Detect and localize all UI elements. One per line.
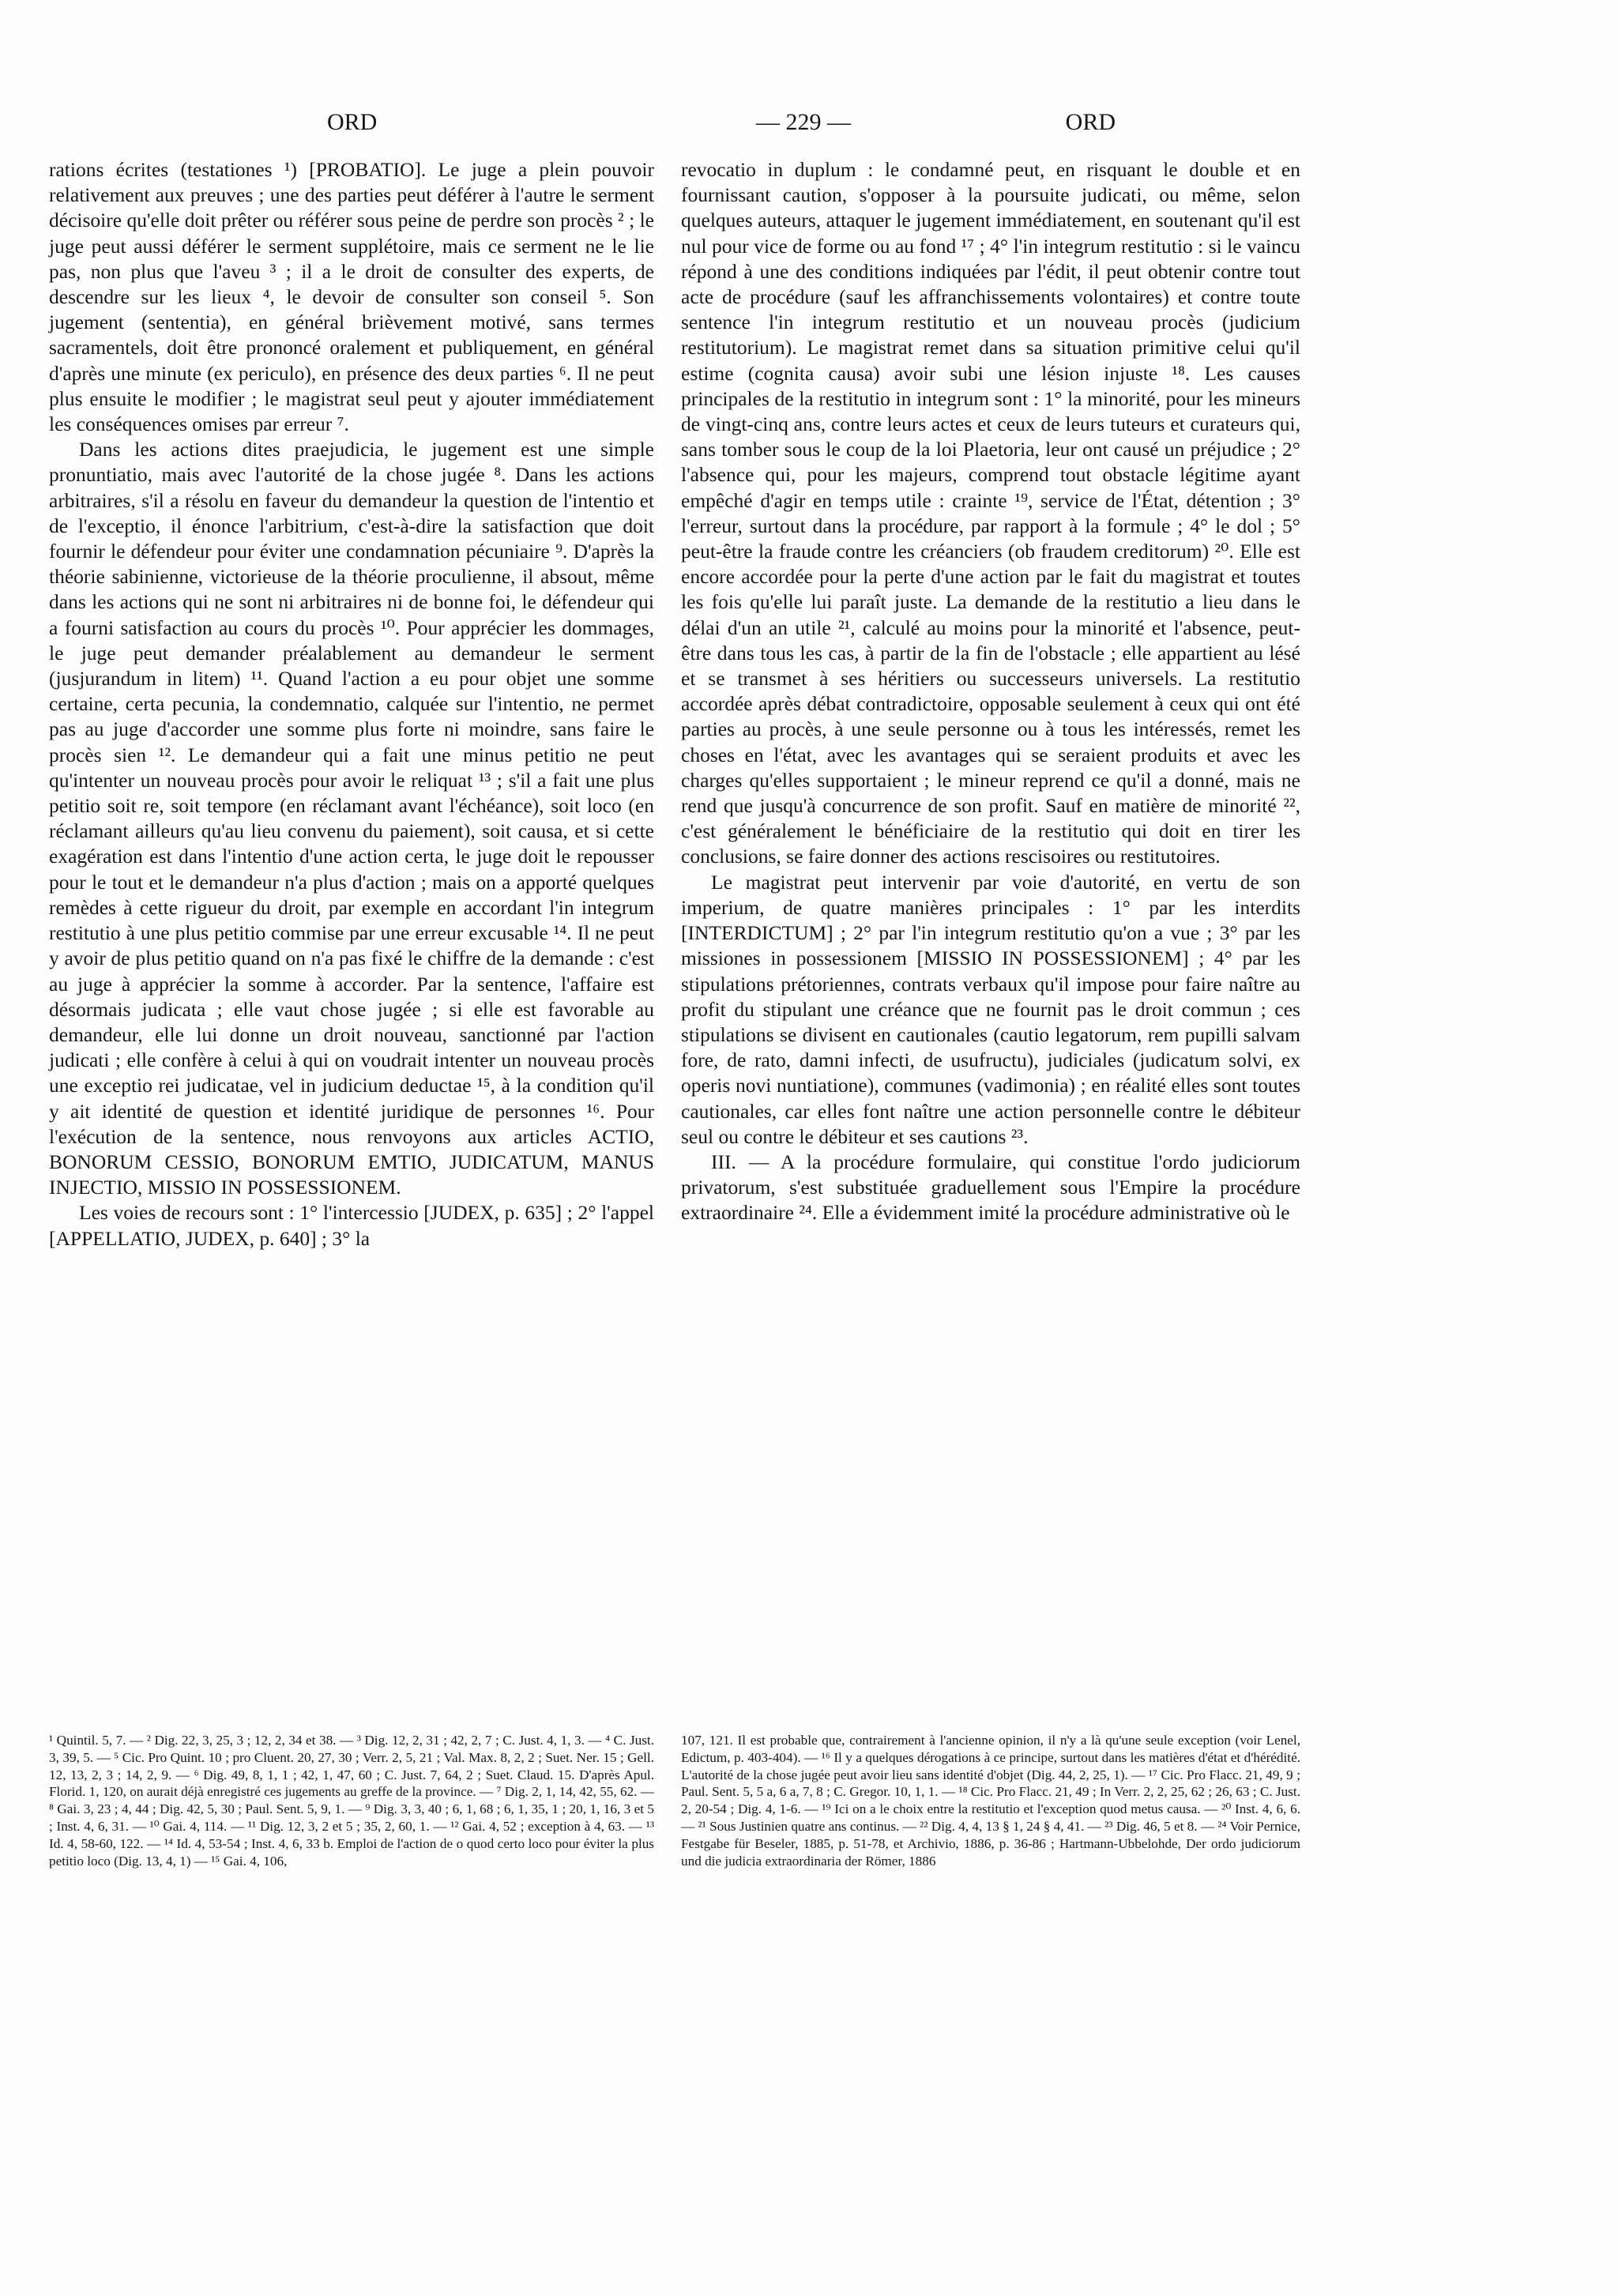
left-paragraph-3: Les voies de recours sont : 1° l'intercessio [JUDEX, p. 635] ; 2° l'appel [APPELLATIO, JUDEX, p. 640] ; 3° la (49, 1201, 654, 1250)
left-paragraph-1: rations écrites (testationes ¹) [PROBATIO]. Le juge a plein pouvoir relativement aux preuves ; une des parties peut déférer à l'autre le serment décisoire qu'elle doit prêter ou référer sous peine de perdre son procès ² ; le juge peut aussi déférer le serment supplétoire, mais ce serment ne le lie pas, non plus que l'aveu ³ ; il a le droit de consulter des experts, de descendre sur les lieux ⁴, le devoir de consulter son conseil ⁵. Son jugement (sententia), en général brièvement motivé, sans termes sacramentels, doit être prononcé oralement et publiquement, en général d'après une minute (ex periculo), en présence des deux parties ⁶. Il ne peut plus ensuite le modifier ; le magistrat seul peut y ajouter immédiatement les conséquences omises par erreur ⁷. (49, 158, 654, 436)
right-paragraph-3: III. — A la procédure formulaire, qui constitue l'ordo judiciorum privatorum, s'est substituée graduellement sous l'Empire la procédure extraordinaire ²⁴. Elle a évidemment imité la procédure administrative où le (681, 1150, 1300, 1225)
header-left-keyword: ORD (327, 109, 378, 135)
footnotes-right: 107, 121. Il est probable que, contrairement à l'ancienne opinion, il n'y a là qu'une seule exception (voir Lenel, Edictum, p. 403-404). — ¹⁶ Il y a quelques dérogations à ce principe, surtout dans les matières d'état et d'hérédité. L'autorité de la chose jugée peut avoir lieu sans identité d'objet (Dig. 44, 2, 25, 1). — ¹⁷ Cic. Pro Flacc. 21, 49, 9 ; Paul. Sent. 5, 5 a, 6 a, 7, 8 ; C. Gregor. 10, 1, 1. — ¹⁸ Cic. Pro Flacc. 21, 49 ; In Verr. 2, 2, 25, 62 ; 26, 63 ; C. Just. 2, 20-54 ; Dig. 4, 1-6. — ¹⁹ Ici on a le choix entre la restitutio et l'exception quod metus causa. — ²⁰ Inst. 4, 6, 6. — ²¹ Sous Justinien quatre ans continus. — ²² Dig. 4, 4, 13 § 1, 24 § 4, 41. — ²³ Dig. 46, 5 et 8. — ²⁴ Voir Pernice, Festgabe für Beseler, 1885, p. 51-78, et Archivio, 1886, p. 36-86 ; Hartmann-Ubbelohde, Der ordo judiciorum und die judicia extraordinaria der Römer, 1886 (681, 1733, 1300, 1869)
footnotes-left: ¹ Quintil. 5, 7. — ² Dig. 22, 3, 25, 3 ; 12, 2, 34 et 38. — ³ Dig. 12, 2, 31 ; 42, 2, 7 ; C. Just. 4, 1, 3. — ⁴ C. Just. 3, 39, 5. — ⁵ Cic. Pro Quint. 10 ; pro Cluent. 20, 27, 30 ; Verr. 2, 5, 21 ; Val. Max. 8, 2, 2 ; Suet. Ner. 15 ; Gell. 12, 13, 2, 3 ; 14, 2, 9. — ⁶ Dig. 49, 8, 1, 1 ; 42, 1, 47, 60 ; C. Just. 7, 64, 2 ; Suet. Claud. 15. D'après Apul. Florid. 1, 120, on aurait déjà enregistré ces jugements au greffe de la province. — ⁷ Dig. 2, 1, 14, 42, 55, 62. — ⁸ Gai. 3, 23 ; 4, 44 ; Dig. 42, 5, 30 ; Paul. Sent. 5, 9, 1. — ⁹ Dig. 3, 3, 40 ; 6, 1, 68 ; 6, 1, 35, 1 ; 20, 1, 16, 3 et 5 ; Inst. 4, 6, 31. — ¹⁰ Gai. 4, 114. — ¹¹ Dig. 12, 3, 2 et 5 ; 35, 2, 60, 1. — ¹² Gai. 4, 52 ; exception à 4, 63. — ¹³ Id. 4, 58-60, 122. — ¹⁴ Id. 4, 53-54 ; Inst. 4, 6, 33 b. Emploi de l'action de o quod certo loco pour éviter la plus petitio loco (Dig. 13, 4, 1) — ¹⁵ Gai. 4, 106, (49, 1733, 654, 1869)
left-column (49, 157, 654, 1252)
page-header (49, 109, 1558, 149)
right-column (681, 157, 1300, 1226)
header-right-keyword: ORD (1065, 109, 1116, 135)
right-paragraph-2: Le magistrat peut intervenir par voie d'autorité, en vertu de son imperium, de quatre manières principales : 1° par les interdits [INTERDICTUM] ; 2° par l'in integrum restitutio qu'on a vue ; 3° par les missiones in possessionem [MISSIO IN POSSESSIONEM] ; 4° par les stipulations prétoriennes, contrats verbaux qu'il impose pour faire naître au profit du stipulant une créance que ne fournit pas le droit commun ; ces stipulations se divisent en cautionales (cautio legatorum, rem pupilli salvam fore, de rato, damni infecti, de usufructu), judiciales (judicatum solvi, ex operis novi nuntiatione), communes (vadimonia) ; en réalité elles sont toutes cautionales, car elles font naître une action personnelle contre le débiteur seul ou contre le débiteur et ses cautions ²³. (681, 870, 1300, 1148)
right-paragraph-1: revocatio in duplum : le condamné peut, en risquant le double et en fournissant caution, s'opposer à la poursuite judicati, ou même, selon quelques auteurs, attaquer le jugement immédiatement, en soutenant qu'il est nul pour vice de forme ou au fond ¹⁷ ; 4° l'in integrum restitutio : si le vaincu répond à une des conditions indiquées par l'édit, il peut obtenir contre tout acte de procédure (sauf les affranchissements volontaires) et contre toute sentence l'in integrum restitutio et un nouveau procès (judicium restitutorium). Le magistrat remet dans sa situation primitive celui qu'il estime (cognita causa) avoir subi une lésion injuste ¹⁸. Les causes principales de la restitutio in integrum sont : 1° la minorité, pour les mineurs de vingt-cinq ans, contre leurs actes et ceux de leurs tuteurs et curateurs qui, sans tomber sous le coup de la loi Plaetoria, leur ont causé un préjudice ; 2° l'absence qui, pour les majeurs, comprend tout obstacle légitime ayant empêché d'agir en temps utile : crainte ¹⁹, service de l'État, détention ; 3° l'erreur, surtout dans la procédure, par rapport à la formule ; 4° le dol ; 5° peut-être la fraude contre les créanciers (ob fraudem creditorum) ²⁰. Elle est encore accordée pour la perte d'une action par le fait du magistrat et toutes les fois qu'elle lui paraît juste. La demande de la restitutio a lieu dans le délai d'un an utile ²¹, calculé au moins pour la minorité et l'absence, peut-être dans tous les cas, à partir de la fin de l'obstacle ; elle appartient au lésé et se transmet à ses héritiers ou successeurs universels. La restitutio accordée après débat contradictoire, opposable seulement à ceux qui ont été parties au procès, à une seule personne ou à tous les intéressés, remet les choses en l'état, avec les avantages qui se seraient produits et avec les charges qu'elles supportaient ; le mineur reprend ce qu'il a donné, mais ne rend que jusqu'à concurrence de son profit. Sauf en matière de minorité ²², c'est généralement le bénéficiaire de la restitutio qui doit en tirer les conclusions, se faire donner des actions rescisoires ou restitutoires. (681, 158, 1300, 868)
page-number: — 229 — (756, 109, 851, 135)
left-paragraph-2: Dans les actions dites praejudicia, le jugement est une simple pronuntiatio, mais avec l'autorité de la chose jugée ⁸. Dans les actions arbitraires, s'il a résolu en faveur du demandeur la question de l'intentio et de l'exceptio, il énonce l'arbitrium, c'est-à-dire la satisfaction que doit fournir le défendeur pour éviter une condamnation pécuniaire ⁹. D'après la théorie sabinienne, victorieuse de la théorie proculienne, il absout, même dans les actions qui ne sont ni arbitraires ni de bonne foi, le défendeur qui a fourni satisfaction au cours du procès ¹⁰. Pour apprécier les dommages, le juge peut demander préalablement au demandeur le serment (jusjurandum in litem) ¹¹. Quand l'action a eu pour objet une somme certaine, certa pecunia, la condemnatio, calquée sur l'intentio, ne permet pas au juge d'accorder une somme plus forte ni moindre, sans faire le procès sien ¹². Le demandeur qui a fait une minus petitio ne peut qu'intenter un nouveau procès pour avoir le reliquat ¹³ ; s'il a fait une plus petitio soit re, soit tempore (en réclamant avant l'échéance), soit loco (en réclamant ailleurs qu'au lieu convenu du paiement), soit causa, et si cette exagération est dans l'intentio d'une action certa, le juge doit le repousser pour le tout et le demandeur n'a plus d'action ; mais on a apporté quelques remèdes à cette rigueur du droit, par exemple en accordant l'in integrum restitutio à une plus petitio commise par une erreur excusable ¹⁴. Il ne peut y avoir de plus petitio quand on n'a pas fixé le chiffre de la demande : c'est au juge à apprécier la somme à accorder. Par la sentence, l'affaire est désormais judicata ; elle vaut chose jugée ; si elle est favorable au demandeur, elle lui donne un droit nouveau, sanctionné par l'action judicati ; elle confère à celui à qui on voudrait intenter un nouveau procès une exceptio rei judicatae, vel in judicium deductae ¹⁵, à la condition qu'il y ait identité de question et identité juridique de personnes ¹⁶. Pour l'exécution de la sentence, nous renvoyons aux articles ACTIO, BONORUM CESSIO, BONORUM EMTIO, JUDICATUM, MANUS INJECTIO, MISSIO IN POSSESSIONEM. (49, 438, 654, 1199)
